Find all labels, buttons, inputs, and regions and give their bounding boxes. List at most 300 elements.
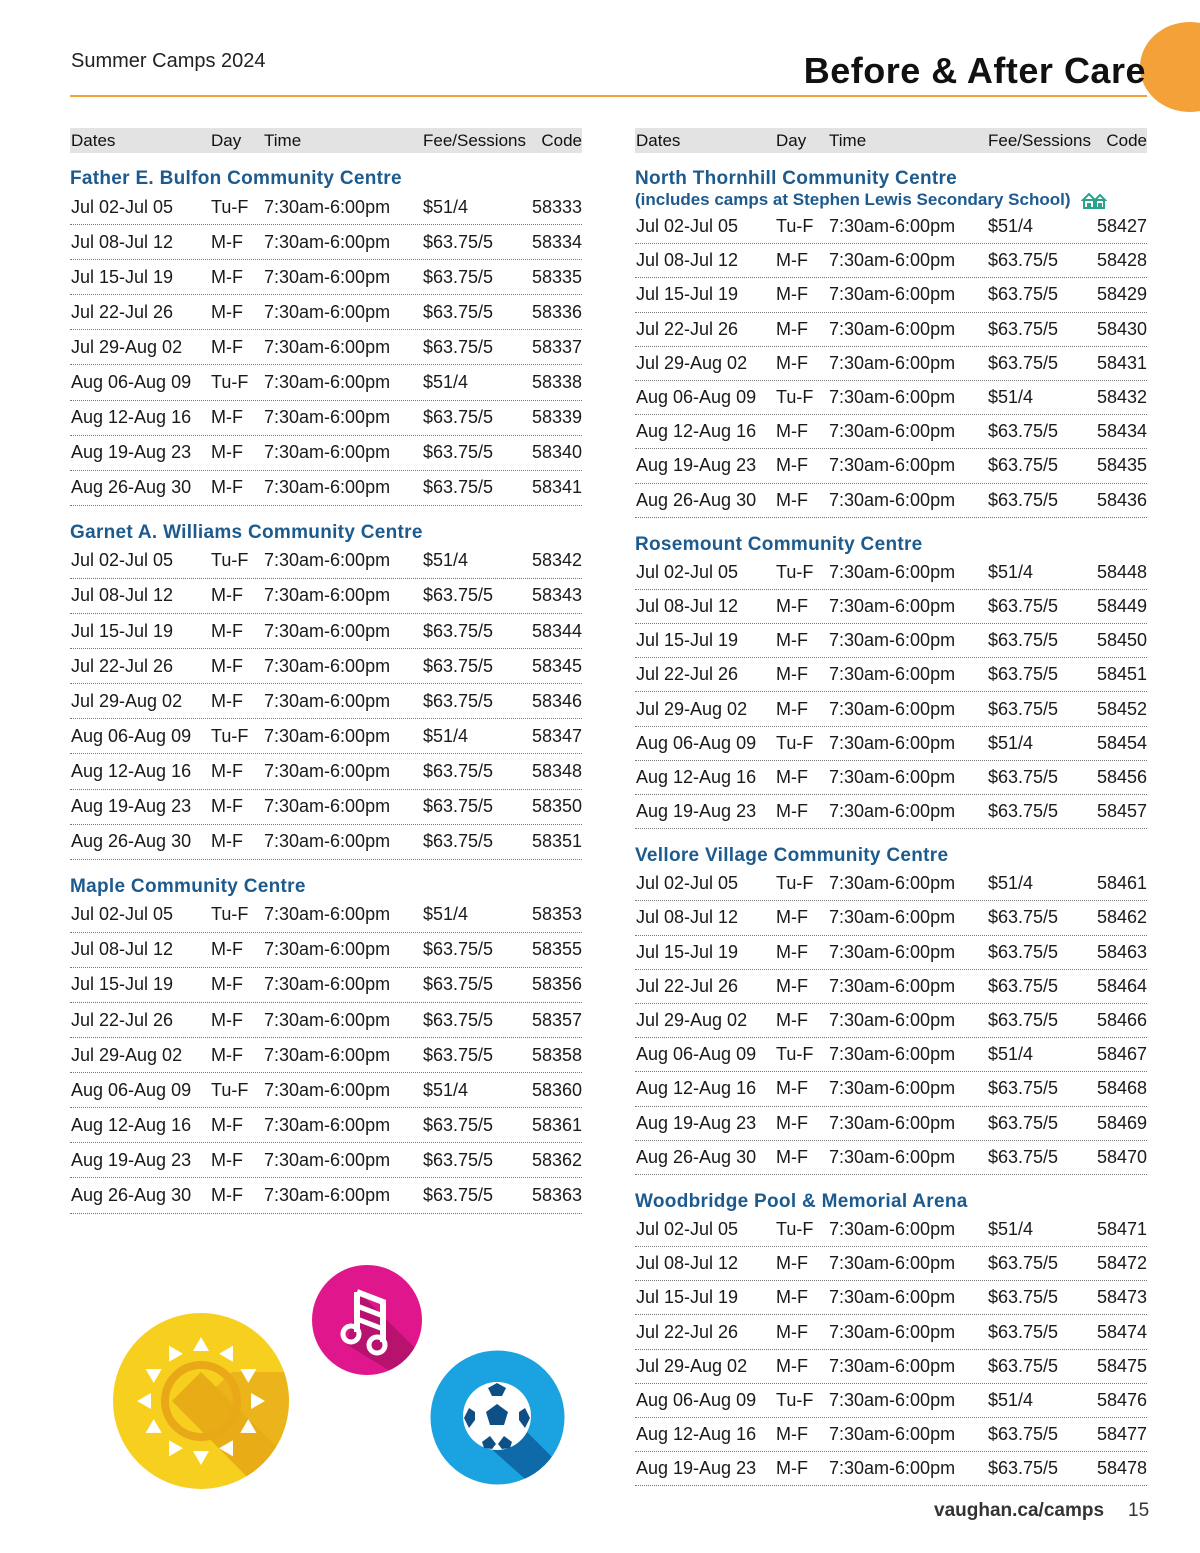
date-cell: Jul 29-Aug 02: [71, 336, 183, 357]
table-row: [635, 1247, 1147, 1281]
date-cell: Jul 08-Jul 12: [636, 595, 739, 616]
date-cell: Jul 02-Jul 05: [71, 904, 174, 925]
day-cell: M-F: [211, 620, 243, 641]
time-cell: 7:30am-6:00pm: [264, 550, 391, 571]
date-cell: Jul 15-Jul 19: [636, 284, 739, 305]
code-cell: 58358: [531, 1044, 582, 1065]
column-header-day: Day: [776, 130, 807, 150]
fee-cell: $51/4: [423, 196, 469, 217]
date-cell: Jul 02-Jul 05: [636, 873, 739, 894]
date-cell: Aug 12-Aug 16: [636, 1424, 757, 1445]
table-row: [635, 867, 1147, 901]
fee-cell: $63.75/5: [423, 831, 494, 852]
date-cell: Aug 06-Aug 09: [71, 725, 192, 746]
fee-cell: $63.75/5: [423, 939, 494, 960]
table-row: [635, 936, 1147, 970]
day-cell: M-F: [776, 801, 808, 822]
day-cell: M-F: [776, 907, 808, 928]
table-row: [70, 968, 582, 1003]
fee-cell: $63.75/5: [423, 442, 494, 463]
code-cell: 58361: [531, 1114, 582, 1135]
time-cell: 7:30am-6:00pm: [829, 455, 956, 476]
table-row: [70, 401, 582, 436]
time-cell: 7:30am-6:00pm: [829, 250, 956, 271]
code-cell: 58429: [1096, 284, 1147, 305]
day-cell: M-F: [776, 455, 808, 476]
code-cell: 58454: [1096, 732, 1147, 753]
date-cell: Jul 08-Jul 12: [636, 250, 739, 271]
day-cell: M-F: [776, 1287, 808, 1308]
fee-cell: $63.75/5: [988, 1146, 1059, 1167]
time-cell: 7:30am-6:00pm: [829, 1112, 956, 1133]
time-cell: 7:30am-6:00pm: [829, 941, 956, 962]
facility-section: [70, 522, 582, 860]
time-cell: 7:30am-6:00pm: [264, 796, 391, 817]
time-cell: 7:30am-6:00pm: [829, 1287, 956, 1308]
table-row: [70, 260, 582, 295]
date-cell: Jul 08-Jul 12: [636, 907, 739, 928]
day-cell: M-F: [776, 1458, 808, 1479]
code-cell: 58344: [531, 620, 582, 641]
code-cell: 58339: [531, 407, 582, 428]
time-cell: 7:30am-6:00pm: [829, 975, 956, 996]
date-cell: Aug 12-Aug 16: [71, 407, 192, 428]
time-cell: 7:30am-6:00pm: [264, 301, 391, 322]
code-cell: 58360: [531, 1079, 582, 1100]
table-row: [635, 590, 1147, 624]
date-cell: Jul 02-Jul 05: [636, 1218, 739, 1239]
left-column: [70, 128, 582, 1230]
day-cell: M-F: [211, 760, 243, 781]
code-cell: 58463: [1096, 941, 1147, 962]
code-cell: 58461: [1096, 873, 1147, 894]
day-cell: M-F: [211, 477, 243, 498]
facility-section: [635, 1191, 1147, 1487]
right-column: [635, 128, 1147, 1502]
code-cell: 58362: [531, 1149, 582, 1170]
table-row: [70, 1038, 582, 1073]
code-cell: 58342: [531, 550, 582, 571]
day-cell: M-F: [776, 489, 808, 510]
table-row: [70, 1003, 582, 1038]
table-row: [635, 278, 1147, 312]
facility-title: Vellore Village Community Centre: [635, 845, 949, 867]
time-cell: 7:30am-6:00pm: [829, 801, 956, 822]
date-cell: Jul 02-Jul 05: [636, 216, 739, 237]
date-cell: Jul 22-Jul 26: [636, 318, 739, 339]
table-row: [635, 347, 1147, 381]
fee-cell: $63.75/5: [423, 974, 494, 995]
code-cell: 58430: [1096, 318, 1147, 339]
day-cell: M-F: [211, 231, 243, 252]
fee-cell: $63.75/5: [988, 595, 1059, 616]
column-header-code: Code: [541, 130, 582, 150]
day-cell: M-F: [776, 1146, 808, 1167]
day-cell: M-F: [776, 318, 808, 339]
table-row: [635, 556, 1147, 590]
code-cell: 58338: [531, 372, 582, 393]
day-cell: M-F: [211, 690, 243, 711]
day-cell: M-F: [211, 301, 243, 322]
fee-cell: $51/4: [988, 732, 1034, 753]
table-row: [70, 1178, 582, 1213]
date-cell: Aug 06-Aug 09: [636, 387, 757, 408]
date-cell: Aug 19-Aug 23: [71, 796, 192, 817]
code-cell: 58450: [1096, 630, 1147, 651]
facility-title: Woodbridge Pool & Memorial Arena: [635, 1190, 968, 1212]
date-cell: Jul 08-Jul 12: [636, 1253, 739, 1274]
fee-cell: $51/4: [988, 1044, 1034, 1065]
day-cell: Tu-F: [211, 372, 249, 393]
day-cell: M-F: [211, 407, 243, 428]
table-row: [70, 436, 582, 471]
day-cell: Tu-F: [211, 1079, 249, 1100]
table-row: [70, 754, 582, 789]
table-row: [635, 1418, 1147, 1452]
code-cell: 58452: [1096, 698, 1147, 719]
code-cell: 58337: [531, 336, 582, 357]
day-cell: Tu-F: [776, 732, 814, 753]
day-cell: M-F: [776, 250, 808, 271]
fee-cell: $63.75/5: [988, 1112, 1059, 1133]
fee-cell: $63.75/5: [988, 352, 1059, 373]
day-cell: M-F: [776, 1078, 808, 1099]
fee-cell: $63.75/5: [988, 1458, 1059, 1479]
code-cell: 58431: [1096, 352, 1147, 373]
time-cell: 7:30am-6:00pm: [264, 760, 391, 781]
fee-cell: $63.75/5: [988, 421, 1059, 442]
table-row: [635, 1107, 1147, 1141]
day-cell: M-F: [776, 1424, 808, 1445]
day-cell: Tu-F: [211, 725, 249, 746]
table-row: [635, 624, 1147, 658]
day-cell: M-F: [211, 974, 243, 995]
day-cell: M-F: [211, 1114, 243, 1135]
column-header-time: Time: [829, 130, 867, 150]
facility-section: [635, 534, 1147, 830]
date-cell: Jul 29-Aug 02: [636, 352, 748, 373]
table-row: [70, 790, 582, 825]
fee-cell: $51/4: [988, 1218, 1034, 1239]
fee-cell: $51/4: [988, 1389, 1034, 1410]
fee-cell: $63.75/5: [423, 231, 494, 252]
facility-title: Garnet A. Williams Community Centre: [70, 521, 423, 543]
table-row: [70, 719, 582, 754]
day-cell: Tu-F: [776, 1218, 814, 1239]
table-row: [635, 1038, 1147, 1072]
date-cell: Jul 08-Jul 12: [71, 585, 174, 606]
fee-cell: $63.75/5: [423, 796, 494, 817]
table-row: [635, 1141, 1147, 1175]
fee-cell: $63.75/5: [988, 1010, 1059, 1031]
date-cell: Aug 19-Aug 23: [636, 1112, 757, 1133]
code-cell: 58432: [1096, 387, 1147, 408]
time-cell: 7:30am-6:00pm: [264, 372, 391, 393]
day-cell: M-F: [211, 831, 243, 852]
fee-cell: $63.75/5: [988, 975, 1059, 996]
time-cell: 7:30am-6:00pm: [264, 939, 391, 960]
code-cell: 58466: [1096, 1010, 1147, 1031]
date-cell: Jul 15-Jul 19: [71, 974, 174, 995]
facility-title: Rosemount Community Centre: [635, 533, 923, 555]
code-cell: 58449: [1096, 595, 1147, 616]
time-cell: 7:30am-6:00pm: [829, 732, 956, 753]
fee-cell: $51/4: [423, 550, 469, 571]
code-cell: 58469: [1096, 1112, 1147, 1133]
time-cell: 7:30am-6:00pm: [829, 630, 956, 651]
fee-cell: $63.75/5: [423, 585, 494, 606]
facility-subtitle: [635, 190, 1147, 210]
day-cell: Tu-F: [776, 387, 814, 408]
fee-cell: $51/4: [423, 372, 469, 393]
day-cell: Tu-F: [776, 873, 814, 894]
date-cell: Jul 29-Aug 02: [636, 1010, 748, 1031]
time-cell: 7:30am-6:00pm: [829, 766, 956, 787]
date-cell: Aug 19-Aug 23: [71, 1149, 192, 1170]
date-cell: Jul 22-Jul 26: [636, 975, 739, 996]
fee-cell: $63.75/5: [988, 318, 1059, 339]
facility-section: [70, 876, 582, 1214]
school-building-icon: [1081, 191, 1107, 209]
time-cell: 7:30am-6:00pm: [829, 489, 956, 510]
date-cell: Jul 15-Jul 19: [71, 620, 174, 641]
date-cell: Aug 26-Aug 30: [71, 831, 192, 852]
code-cell: 58471: [1096, 1218, 1147, 1239]
table-header: [635, 128, 1147, 153]
time-cell: 7:30am-6:00pm: [264, 196, 391, 217]
column-header-date: Dates: [636, 130, 681, 150]
fee-cell: $51/4: [423, 1079, 469, 1100]
time-cell: 7:30am-6:00pm: [829, 1218, 956, 1239]
date-cell: Aug 06-Aug 09: [636, 1389, 757, 1410]
day-cell: Tu-F: [211, 904, 249, 925]
day-cell: M-F: [776, 284, 808, 305]
code-cell: 58347: [531, 725, 582, 746]
column-header-code: Code: [1106, 130, 1147, 150]
fee-cell: $63.75/5: [988, 941, 1059, 962]
code-cell: 58345: [531, 655, 582, 676]
fee-cell: $63.75/5: [423, 266, 494, 287]
date-cell: Jul 15-Jul 19: [636, 630, 739, 651]
table-row: [635, 1072, 1147, 1106]
time-cell: 7:30am-6:00pm: [829, 1321, 956, 1342]
code-cell: 58353: [531, 904, 582, 925]
code-cell: 58427: [1096, 216, 1147, 237]
fee-cell: $63.75/5: [988, 907, 1059, 928]
time-cell: 7:30am-6:00pm: [829, 1424, 956, 1445]
fee-cell: $51/4: [988, 387, 1034, 408]
code-cell: 58456: [1096, 766, 1147, 787]
table-row: [635, 244, 1147, 278]
table-row: [635, 761, 1147, 795]
code-cell: 58468: [1096, 1078, 1147, 1099]
page-number: 15: [1128, 1500, 1150, 1521]
fee-cell: $63.75/5: [988, 1355, 1059, 1376]
fee-cell: $63.75/5: [988, 630, 1059, 651]
time-cell: 7:30am-6:00pm: [264, 1184, 391, 1205]
date-cell: Jul 22-Jul 26: [636, 1321, 739, 1342]
fee-cell: $63.75/5: [423, 1184, 494, 1205]
table-row: [70, 330, 582, 365]
facility-subtitle-text: (includes camps at Stephen Lewis Secondary School): [635, 190, 1071, 209]
date-cell: Aug 12-Aug 16: [636, 1078, 757, 1099]
day-cell: M-F: [776, 975, 808, 996]
table-row: [70, 933, 582, 968]
fee-cell: $63.75/5: [988, 489, 1059, 510]
day-cell: M-F: [211, 1149, 243, 1170]
code-cell: 58477: [1096, 1424, 1147, 1445]
table-row: [70, 365, 582, 400]
fee-cell: $63.75/5: [988, 1321, 1059, 1342]
table-row: [70, 1108, 582, 1143]
code-cell: 58334: [531, 231, 582, 252]
table-row: [635, 415, 1147, 449]
date-cell: Aug 06-Aug 09: [71, 372, 192, 393]
code-cell: 58336: [531, 301, 582, 322]
time-cell: 7:30am-6:00pm: [829, 421, 956, 442]
time-cell: 7:30am-6:00pm: [264, 1114, 391, 1135]
facility-section: [635, 845, 1147, 1175]
time-cell: 7:30am-6:00pm: [264, 477, 391, 498]
column-header-date: Dates: [71, 130, 116, 150]
day-cell: M-F: [211, 1009, 243, 1030]
table-row: [70, 295, 582, 330]
sun-icon: [112, 1312, 290, 1490]
code-cell: 58343: [531, 585, 582, 606]
code-cell: 58335: [531, 266, 582, 287]
table-row: [635, 484, 1147, 518]
code-cell: 58457: [1096, 801, 1147, 822]
table-header: [70, 128, 582, 153]
time-cell: 7:30am-6:00pm: [829, 561, 956, 582]
time-cell: 7:30am-6:00pm: [264, 831, 391, 852]
fee-cell: $63.75/5: [988, 698, 1059, 719]
time-cell: 7:30am-6:00pm: [829, 1146, 956, 1167]
table-row: [635, 727, 1147, 761]
publication-title: Summer Camps 2024: [71, 50, 266, 72]
column-header-fee: Fee/Sessions: [423, 130, 526, 150]
table-row: [635, 795, 1147, 829]
table-row: [70, 471, 582, 506]
date-cell: Jul 02-Jul 05: [71, 196, 174, 217]
time-cell: 7:30am-6:00pm: [829, 1355, 956, 1376]
code-cell: 58351: [531, 831, 582, 852]
date-cell: Jul 15-Jul 19: [636, 941, 739, 962]
code-cell: 58448: [1096, 561, 1147, 582]
table-row: [70, 649, 582, 684]
date-cell: Aug 26-Aug 30: [636, 1146, 757, 1167]
page-title: Before & After Care: [803, 50, 1146, 91]
day-cell: M-F: [776, 595, 808, 616]
date-cell: Jul 29-Aug 02: [636, 1355, 748, 1376]
day-cell: M-F: [211, 585, 243, 606]
table-row: [635, 970, 1147, 1004]
date-cell: Aug 12-Aug 16: [636, 421, 757, 442]
date-cell: Jul 02-Jul 05: [71, 550, 174, 571]
time-cell: 7:30am-6:00pm: [264, 585, 391, 606]
table-row: [635, 381, 1147, 415]
fee-cell: $63.75/5: [988, 250, 1059, 271]
time-cell: 7:30am-6:00pm: [829, 1044, 956, 1065]
table-row: [635, 692, 1147, 726]
table-row: [635, 313, 1147, 347]
time-cell: 7:30am-6:00pm: [264, 266, 391, 287]
fee-cell: $63.75/5: [423, 620, 494, 641]
date-cell: Aug 06-Aug 09: [636, 1044, 757, 1065]
time-cell: 7:30am-6:00pm: [829, 1458, 956, 1479]
date-cell: Aug 06-Aug 09: [636, 732, 757, 753]
time-cell: 7:30am-6:00pm: [829, 698, 956, 719]
facility-title: North Thornhill Community Centre: [635, 168, 958, 189]
time-cell: 7:30am-6:00pm: [829, 1010, 956, 1031]
code-cell: 58346: [531, 690, 582, 711]
time-cell: 7:30am-6:00pm: [829, 318, 956, 339]
table-row: [70, 190, 582, 225]
fee-cell: $51/4: [988, 216, 1034, 237]
time-cell: 7:30am-6:00pm: [829, 387, 956, 408]
fee-cell: $63.75/5: [988, 455, 1059, 476]
music-note-icon: [311, 1264, 423, 1376]
time-cell: 7:30am-6:00pm: [829, 352, 956, 373]
column-header-day: Day: [211, 130, 242, 150]
footer-url[interactable]: vaughan.ca/camps: [934, 1500, 1105, 1521]
table-row: [70, 1143, 582, 1178]
code-cell: 58474: [1096, 1321, 1147, 1342]
code-cell: 58467: [1096, 1044, 1147, 1065]
day-cell: M-F: [211, 266, 243, 287]
code-cell: 58355: [531, 939, 582, 960]
fee-cell: $63.75/5: [423, 407, 494, 428]
day-cell: M-F: [776, 630, 808, 651]
time-cell: 7:30am-6:00pm: [264, 904, 391, 925]
day-cell: M-F: [776, 698, 808, 719]
fee-cell: $63.75/5: [988, 801, 1059, 822]
fee-cell: $63.75/5: [988, 284, 1059, 305]
time-cell: 7:30am-6:00pm: [264, 974, 391, 995]
code-cell: 58428: [1096, 250, 1147, 271]
fee-cell: $51/4: [988, 561, 1034, 582]
date-cell: Jul 29-Aug 02: [71, 690, 183, 711]
fee-cell: $63.75/5: [423, 1044, 494, 1065]
table-row: [635, 1452, 1147, 1486]
code-cell: 58478: [1096, 1458, 1147, 1479]
time-cell: 7:30am-6:00pm: [264, 407, 391, 428]
code-cell: 58476: [1096, 1389, 1147, 1410]
day-cell: M-F: [211, 796, 243, 817]
day-cell: Tu-F: [776, 216, 814, 237]
time-cell: 7:30am-6:00pm: [264, 690, 391, 711]
time-cell: 7:30am-6:00pm: [264, 442, 391, 463]
date-cell: Jul 22-Jul 26: [71, 655, 174, 676]
table-row: [70, 225, 582, 260]
date-cell: Jul 22-Jul 26: [71, 1009, 174, 1030]
table-row: [635, 901, 1147, 935]
time-cell: 7:30am-6:00pm: [829, 1078, 956, 1099]
code-cell: 58356: [531, 974, 582, 995]
code-cell: 58333: [531, 196, 582, 217]
date-cell: Jul 29-Aug 02: [71, 1044, 183, 1065]
date-cell: Jul 22-Jul 26: [71, 301, 174, 322]
table-row: [70, 1073, 582, 1108]
code-cell: 58350: [531, 796, 582, 817]
code-cell: 58464: [1096, 975, 1147, 996]
table-row: [70, 614, 582, 649]
code-cell: 58434: [1096, 421, 1147, 442]
code-cell: 58435: [1096, 455, 1147, 476]
day-cell: Tu-F: [776, 561, 814, 582]
header-divider: [70, 95, 1147, 97]
time-cell: 7:30am-6:00pm: [264, 231, 391, 252]
